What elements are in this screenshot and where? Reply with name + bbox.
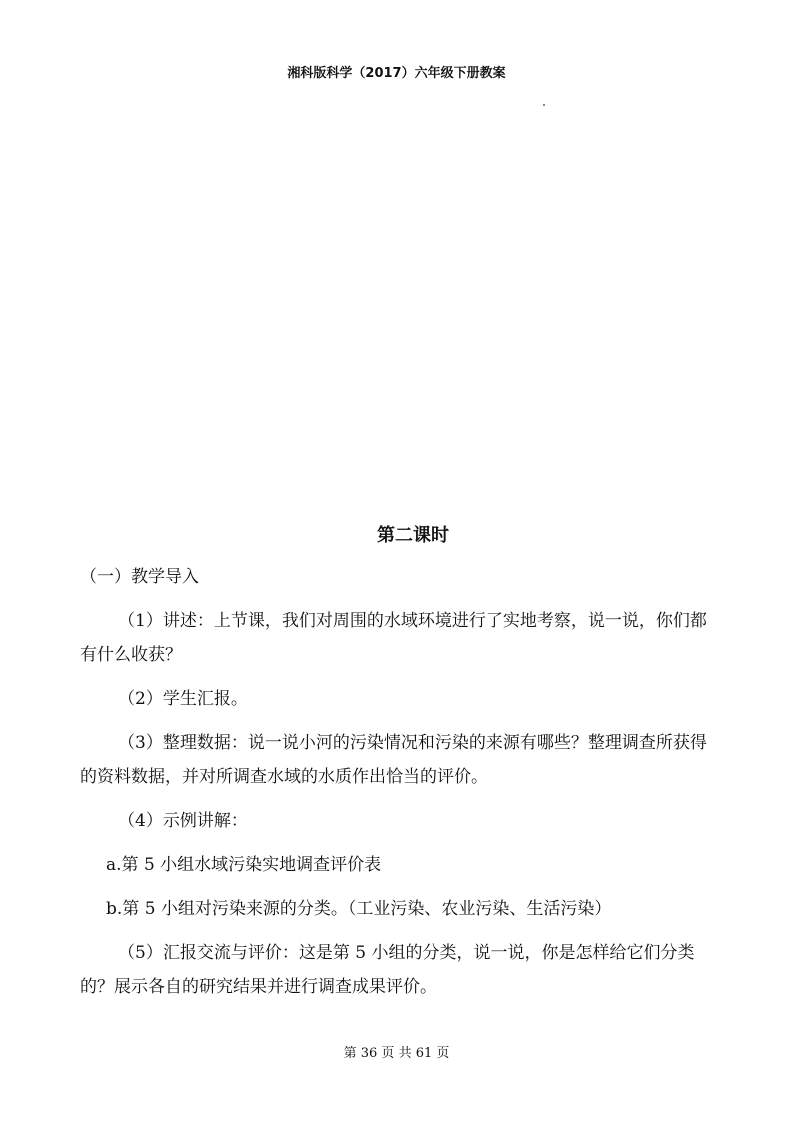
page-number-footer: 第 36 页 共 61 页 [343,1046,450,1061]
paragraph-1: （1）讲述：上节课，我们对周围的水域环境进行了实地考察，说一说，你们都有什么收获？ [80,611,707,665]
paragraph-3: （3）整理数据：说一说小河的污染情况和污染的来源有哪些？整理调查所获得的资料数据，并对所调查水域的水质作出恰当的评价。 [80,733,707,787]
lesson-title: 第二课时 [377,525,449,546]
section-heading: （一）教学导入 [80,567,199,587]
stray-dot [543,104,545,106]
lesson-content [80,560,720,1014]
paragraph-5: （5）汇报交流与评价：这是第 5 小组的分类，说一说，你是怎样给它们分类的？展示各自的研究结果并进行调查成果评价。 [80,943,695,997]
list-item-b: b.第 5 小组对污染来源的分类。（工业污染、农业污染、生活污染） [106,899,612,919]
paragraph-4: （4）示例讲解： [118,811,248,831]
document-header: 湘科版科学（2017）六年级下册教案 [287,66,506,81]
list-item-a: a.第 5 小组水域污染实地调查评价表 [106,855,382,875]
paragraph-2: （2）学生汇报。 [118,689,248,709]
